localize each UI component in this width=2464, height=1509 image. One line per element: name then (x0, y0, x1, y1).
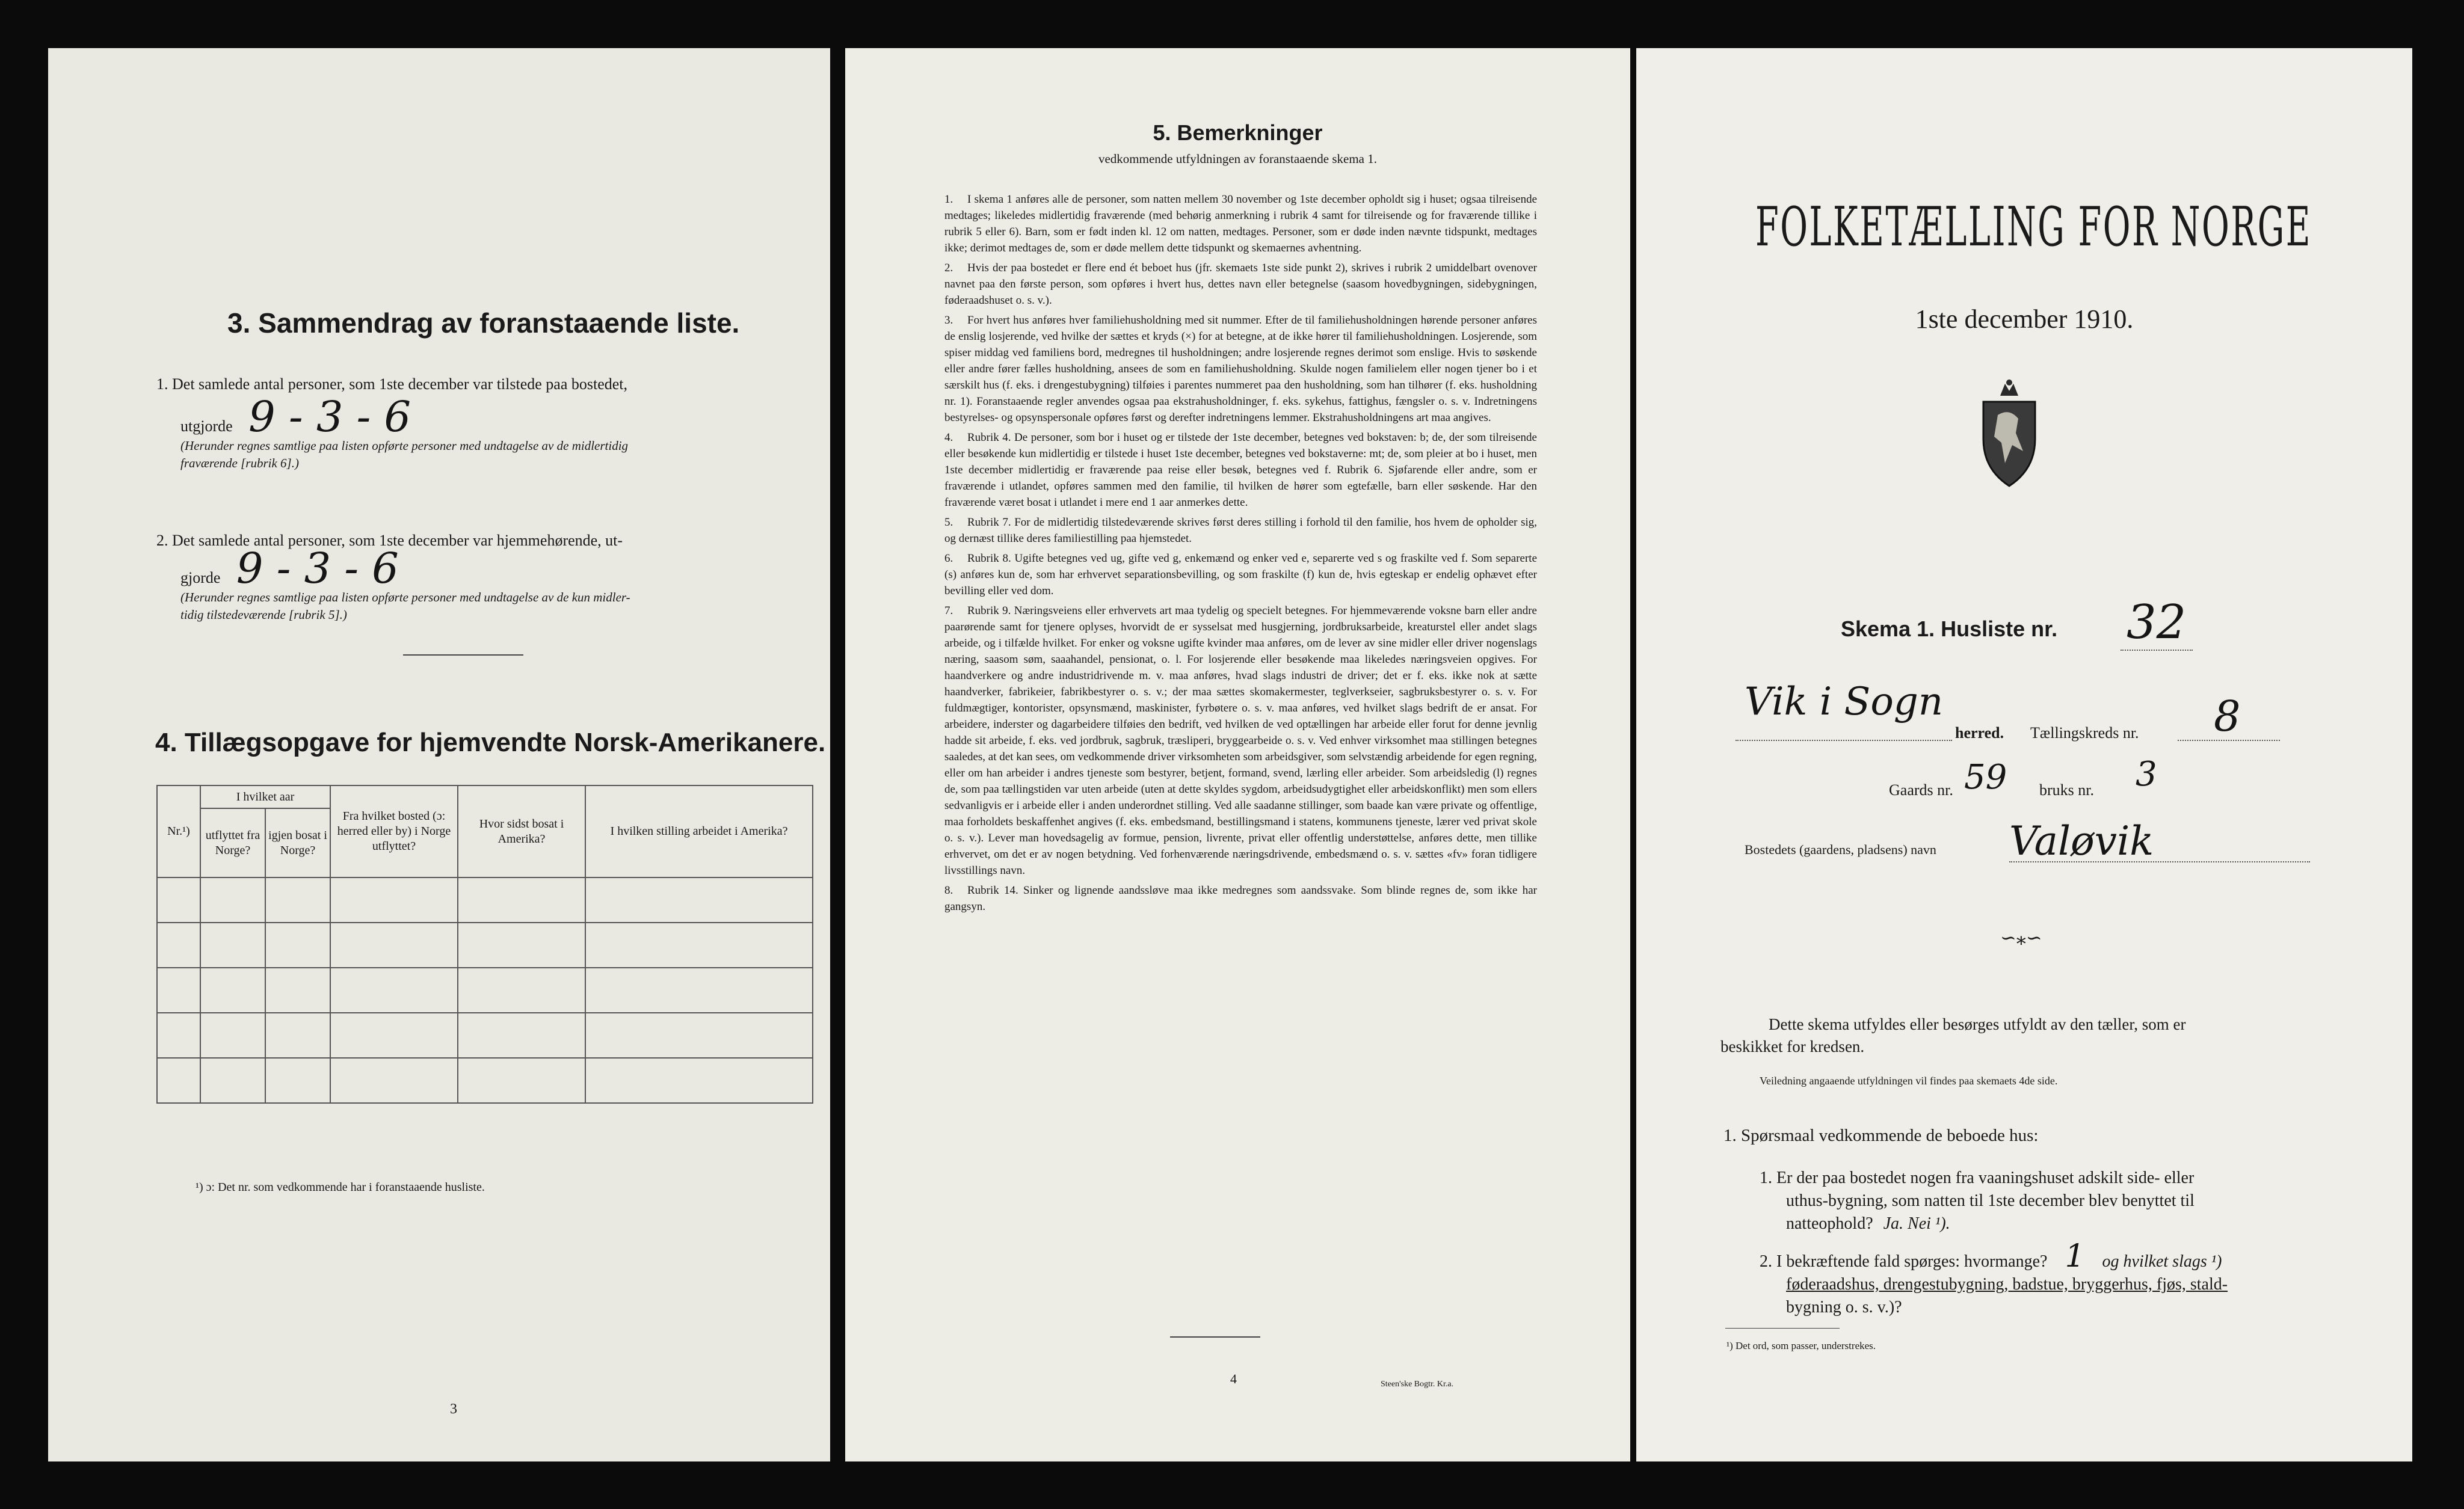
note-item: 5. Rubrik 7. For de midlertidig tilstedeværende skrives først deres stilling i forhold til den familie, hos hvem de opholder sig, og dernæst tillike deres familiestilling paa hjemstedet. (944, 516, 1537, 545)
table-row (157, 877, 813, 923)
question-1: 1. Er der paa bostedet nogen fra vaaningshuset adskilt side- eller uthus-bygning, som natten til 1ste december blev benyttet til natteophold? Ja. Nei ¹). (1760, 1169, 2194, 1233)
q2-count-value: 1 (2065, 1238, 2085, 1274)
note-item: 3. For hvert hus anføres hver familiehusholdning med sit nummer. Efter de til familiehusholdningen hørende personer anføres de enslig losjerende, ved hvilke der sættes et kryds (×) for at betegne, at de ikke hører til familiehusholdningen. Losjerende, som spiser middag ved familiens bord, medregnes til husholdningen; andre losjerende regnes derimot som enslige. Hvis to søskende eller andre fører fælles husholdning, ansees de som en familiehusholdning. Skulde nogen familielem eller nogen tjener bo i et særskilt hus (f. eks. i drengestubygning) tilføies i parentes nummeret paa den husholdning, som han tilhører (f. eks. husholdning nr. 1). Foranstaaende regler anvendes ogsaa paa ekstrahusholdninger, f. eks. sykehus, fattighus, fængsler o. s. v. Indretningens bestyrelses- og opsynspersonale opføres først og derefter indretningens lemmer. Ekstrahusholdningens art maa angives. (944, 314, 1537, 424)
divider (1170, 1336, 1260, 1338)
col-igjen: igjen bosat i Norge? (265, 808, 330, 877)
note-item: 6. Rubrik 8. Ugifte betegnes ved ug, gifte ved g, enkemænd og enker ved e, separerte ved s og fraskilte ved f. Som separerte (s) anføres kun de, som har erhvervet separationsbevilling, og som fraskilte (f) kun de, hvis egteskap er endelig ophævet efter bevilling eller ved dom. (944, 552, 1537, 597)
col-group-year: I hvilket aar (200, 785, 330, 808)
q1-answer: Ja. Nei ¹). (1883, 1214, 1950, 1233)
question-heading: 1. Spørsmaal vedkommende de beboede hus: (1723, 1126, 2039, 1145)
printer-mark: Steen'ske Bogtr. Kr.a. (1381, 1380, 1454, 1389)
kreds-value: 8 (2214, 692, 2241, 741)
herred-value: Vik i Sogn (1745, 680, 1944, 724)
table-row (157, 968, 813, 1013)
bemerkninger-heading: 5. Bemerkninger (1153, 120, 1323, 145)
census-date: 1ste december 1910. (1915, 304, 2134, 334)
note-item: 7. Rubrik 9. Næringsveiens eller erhvervets art maa tydelig og specielt betegnes. For hjemmeværende voksne barn eller andre paarørende samt for tjenere oplyses, hvorvidt de er sysselsat med husgjerning, jordbruksarbeide, kreaturstel eller andet slags arbeide, og i tilfælde hvilket. For enker og voksne ugifte kvinder maa anføres, om de lever av sine midler eller driver nogenslags næring, saasom søm, saaahandel, pensionat, o. l. For losjerende eller besøkende maa likeledes næringsveien opgives. For haandverkere og andre industridrivende m. v. maa anføres, hvad slags industri de driver; det er f. eks. ikke nok at sætte haandverker, fabrikeier, fabrikbestyrer o. s. v.; der maa sættes skomakermester, teglverkseier, sagbruksbestyrer o. s. v. For fuldmægtiger, kontorister, opsynsmænd, maskinister, fyrbøtere o. s. v. maa anføres, ved hvilket slags bedrift de er ansat. For arbeidere, inderster og dagarbeidere tilføies den bedrift, ved hvilken de ved optællingen har arbeide eller forut for denne jevnlig hadde sit arbeide, f. eks. ved jordbruk, sagbruk, træsliperi, bryggearbeide o. s. v. Ved enhver virksomhet maa stillingen betegnes saaledes, at det kan sees, om vedkommende driver virksomheten som arbeidsgiver, som selvstændig arbeidende for egen regning, eller om han arbeider i andres tjeneste som bestyrer, betjent, formand, svend, lærling eller arbeider. Som arbeidsledig (l) regnes de, som paa tællingstiden var uten arbeide (uten at dette skyldes sygdom, arbeidsudygtighet eller arbeidskonflikt) men som ellers sedvanligvis er i arbeide eller i anden underordnet stilling. Ved alle saadanne stillinger, som baade kan være private og offentlige, maa forholdets beskaffenhet angives (f. eks. embedsmand, bestillingsmand i statens, kommunens tjeneste, lærer ved privat skole o. s. v.). Lever man hovedsagelig av formue, pension, livrente, privat eller offentlig understøttelse, anføres dette, men tillike erhvervet, om det er av nogen betydning. Ved forhenværende næringsdrivende, embedsmænd o. s. v. sættes «fv» foran tidligere livsstillings navn. (944, 604, 1537, 877)
bemerkninger-subheading: vedkommende utfyldningen av foranstaaende skema 1. (1098, 152, 1377, 166)
table-row (157, 1013, 813, 1058)
ornament-icon: ∽⁎∽ (2000, 927, 2042, 948)
form-title: FOLKETÆLLING FOR NORGE (1755, 195, 2312, 259)
page-number: 3 (450, 1401, 457, 1417)
table-row (157, 1058, 813, 1103)
kreds-label: Tællingskreds nr. (2030, 724, 2139, 742)
skema-label: Skema 1. Husliste nr. (1841, 616, 2058, 641)
divider (403, 654, 523, 656)
bosted-label: Bostedets (gaardens, pladsens) navn (1745, 842, 1936, 857)
table-footnote: ¹) ɔ: Det nr. som vedkommende har i foranstaaende husliste. (196, 1181, 485, 1194)
col-stilling: I hvilken stilling arbeidet i Amerika? (585, 785, 813, 877)
item1-handwritten-value: 9 - 3 - 6 (248, 392, 411, 441)
section-4-heading: 4. Tillægsopgave for hjemvendte Norsk-Amerikanere. (155, 728, 826, 757)
bruks-value: 3 (2136, 755, 2157, 794)
footnote: ¹) Det ord, som passer, understrekes. (1726, 1340, 1876, 1351)
note-item: 4. Rubrik 4. De personer, som bor i huset og er tilstede der 1ste december, betegnes ved bokstaven: b; de, der som tilreisende eller besøkende kun midlertidig er tilstede i huset 1ste december, betegnes ved bokstaverne: mt; de, som pleier at bo i huset, men 1ste december midlertidig er fraværende paa reise eller besøk, betegnes ved f. Rubrik 6. Sjøfarende eller andre, som er fraværende i utlandet, opføres sammen med den familie, til hvilken de hører som egtefælle, barn eller søskende. Har den fraværende været bosat i utlandet i mere end 1 aar anmerkes dette. (944, 431, 1537, 509)
coat-of-arms-icon (1976, 379, 2042, 490)
page-4 (845, 48, 1630, 1461)
col-nr: Nr.¹) (157, 785, 200, 877)
page-1 (1636, 48, 2412, 1461)
bruks-label: bruks nr. (2039, 781, 2094, 799)
item2-handwritten-value: 9 - 3 - 6 (236, 544, 399, 593)
gaards-label: Gaards nr. (1889, 781, 1953, 799)
veiledning-note: Veiledning angaaende utfyldningen vil findes paa skemaets 4de side. (1760, 1075, 2058, 1087)
note-item: 1. I skema 1 anføres alle de personer, som natten mellem 30 november og 1ste december opholdt sig i huset; ogsaa tilreisende medtages; likeledes midlertidig fraværende (med behørig anmerkning i rubrik 4 samt for tilreisende og for fraværende tillike i rubrik 5 eller 6). Barn, som er født inden kl. 12 om natten, medtages. Personer, som er døde inden nævnte tidspunkt, medtages ikke; derimot medtages de, som er døde mellem dette tidspunkt og skemaernes avhentning. (944, 193, 1537, 254)
note-item: 8. Rubrik 14. Sinker og lignende aandssløve maa ikke medregnes som aandssvake. Som blinde regnes de, som ikke har gangsyn. (944, 884, 1537, 913)
herred-label: herred. (1955, 724, 2004, 742)
summary-item-1: 1. Det samlede antal personer, som 1ste december var tilstede paa bostedet, utgjorde 9 - 3 - 6 (Herunder regnes samtlige paa listen opførte personer med undtagelse av de midlertidig fraværende [rubrik 6].) (156, 375, 629, 470)
question-2: 2. I bekræftende fald spørges: hvormange? 1 og hvilket slags ¹) føderaadshus, drengestubygning, badstue, bryggerhus, fjøs, stald- bygning o. s. v.)? (1760, 1238, 2228, 1317)
col-fra-bosted: Fra hvilket bosted (ɔ: herred eller by) i Norge utflyttet? (330, 785, 458, 877)
col-utflyttet: utflyttet fra Norge? (200, 808, 265, 877)
col-hvor-sidst: Hvor sidst bosat i Amerika? (458, 785, 585, 877)
page-number: 4 (1230, 1371, 1237, 1386)
instruction: Dette skema utfyldes eller besørges utfyldt av den tæller, som er beskikket for kredsen. (1720, 1015, 2186, 1056)
bosted-value: Valøvik (2009, 818, 2154, 864)
summary-item-2: 2. Det samlede antal personer, som 1ste december var hjemmehørende, ut- gjorde 9 - 3 - 6 (Herunder regnes samtlige paa listen opførte personer med undtagelse av de kun midler- tidig tilstedeværende [rubrik 5].) (156, 532, 630, 622)
norsk-amerikanere-table (156, 785, 813, 1104)
note-item: 2. Hvis der paa bostedet er flere end ét beboet hus (jfr. skemaets 1ste side punkt 2), skrives i rubrik 2 umiddelbart ovenover navnet paa den første person, som opføres i hvert hus, dettes navn eller betegnelse (saasom hovedbygningen, sidebygningen, føderaadshuset o. s. v.). (944, 262, 1537, 307)
gaards-value: 59 (1964, 758, 2007, 797)
table-row (157, 923, 813, 968)
notes-list (944, 191, 1537, 918)
page-3 (48, 48, 830, 1461)
section-3-heading: 3. Sammendrag av foranstaaende liste. (227, 307, 740, 339)
husliste-nr-value: 32 (2127, 595, 2187, 650)
